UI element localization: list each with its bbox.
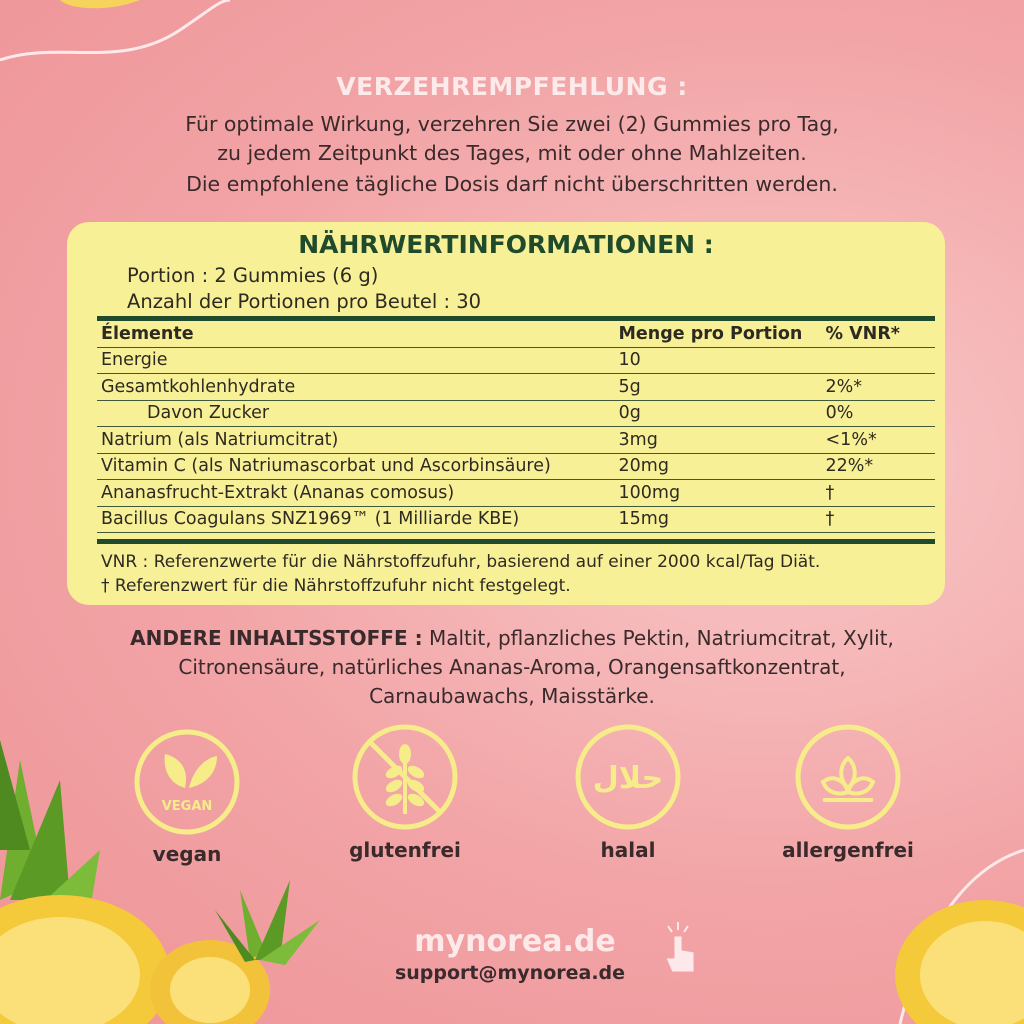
website-link[interactable]: mynorea.de (414, 924, 616, 959)
footnote-vnr: VNR : Referenzwerte für die Nährstoffzufuhr, basierend auf einer 2000 kcal/Tag Diät. (101, 552, 821, 572)
nutrient-nrv: <1%* (825, 429, 877, 450)
dosage-line: Die empfohlene tägliche Dosis darf nicht überschritten werden. (186, 172, 838, 196)
vegan-icon (133, 728, 241, 836)
nutrient-amount: 20mg (618, 456, 669, 477)
servings-per-bag: Anzahl der Portionen pro Beutel : 30 (127, 290, 482, 313)
dosage-title: VERZEHREMPFEHLUNG : (336, 72, 688, 101)
table-row (97, 480, 935, 507)
gluten-free-icon (350, 722, 460, 832)
halal-seal-text: حلال (592, 761, 664, 796)
nutrient-name: Davon Zucker (147, 403, 270, 424)
table-row (97, 427, 935, 454)
nutrient-amount: 10 (618, 350, 641, 371)
dosage-line: Für optimale Wirkung, verzehren Sie zwei (2) Gummies pro Tag, (185, 112, 839, 136)
nutrient-name: Vitamin C (als Natriumascorbat und Ascorbinsäure) (101, 456, 551, 477)
nutrition-panel (67, 222, 945, 605)
nutrient-nrv: 2%* (825, 376, 863, 397)
allergen-free-icon (793, 722, 903, 832)
badge-label: halal (600, 838, 656, 862)
ingredients-label: ANDERE INHALTSSTOFFE : (130, 626, 423, 650)
table-header-row (97, 321, 935, 348)
vegan-seal-text: VEGAN (161, 799, 213, 814)
pointer-hand-icon (660, 922, 700, 978)
ingredients-text: Carnaubawachs, Maisstärke. (369, 684, 655, 708)
portion-size: Portion : 2 Gummies (6 g) (127, 264, 379, 287)
nutrient-name: Energie (101, 350, 168, 371)
table-row (97, 348, 935, 375)
table-bottom-rule (97, 539, 935, 544)
pineapple-left-slices (0, 895, 270, 1024)
halal-icon (573, 722, 683, 832)
nutrient-amount: 0g (618, 403, 641, 424)
ingredients-text: Maltit, pflanzliches Pektin, Natriumcitrat, Xylit, (422, 626, 894, 650)
table-row (97, 454, 935, 481)
nutrient-amount: 3mg (618, 429, 658, 450)
badge-allergenfree (778, 722, 918, 862)
badge-halal (568, 722, 688, 862)
footnote-dagger: † Referenzwert für die Nährstoffzufuhr nicht festgelegt. (101, 576, 571, 596)
nutrient-name: Ananasfrucht-Extrakt (Ananas comosus) (101, 482, 455, 503)
nutrient-name: Bacillus Coagulans SNZ1969™ (1 Milliarde KBE) (101, 509, 520, 530)
nutrient-name: Natrium (als Natriumcitrat) (101, 429, 339, 450)
ingredients-text: Citronensäure, natürliches Ananas-Aroma, Orangensaftkonzentrat, (178, 655, 846, 679)
badge-vegan (127, 728, 247, 866)
header-elements: Élemente (101, 323, 194, 344)
other-ingredients (60, 624, 964, 711)
dosage-line: zu jedem Zeitpunkt des Tages, mit oder ohne Mahlzeiten. (217, 141, 807, 165)
nutrient-amount: 15mg (618, 509, 669, 530)
nutrition-title: NÄHRWERTINFORMATIONEN : (298, 230, 714, 259)
pineapple-left-leaves (0, 740, 100, 910)
header-amount: Menge pro Portion (618, 323, 803, 344)
pineapple-right-slice (895, 900, 1024, 1024)
nutrient-amount: 5g (618, 376, 641, 397)
nutrient-nrv: 22%* (825, 456, 874, 477)
badge-label: allergenfrei (782, 838, 914, 862)
nutrient-name: Gesamtkohlenhydrate (101, 376, 296, 397)
nutrient-nrv: † (825, 509, 835, 530)
table-row (97, 507, 935, 534)
nutrient-amount: 100mg (618, 482, 681, 503)
nutrient-nrv: 0% (825, 403, 854, 424)
nutrient-nrv: † (825, 482, 835, 503)
badge-label: glutenfrei (349, 838, 461, 862)
support-email[interactable]: support@mynorea.de (394, 962, 626, 984)
header-nrv: % VNR* (825, 323, 900, 344)
table-row (97, 401, 935, 428)
nutrition-table (97, 316, 935, 544)
badge-glutenfree (345, 722, 465, 862)
table-row (97, 374, 935, 401)
badge-label: vegan (152, 842, 222, 866)
